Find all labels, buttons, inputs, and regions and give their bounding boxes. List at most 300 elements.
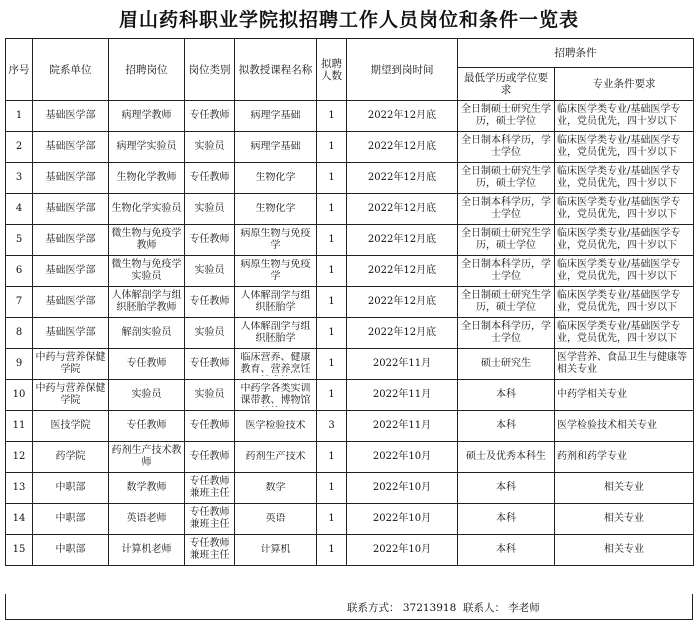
cell-count [317,256,347,287]
cell-dept [33,194,109,225]
table-row [6,442,694,473]
cell-course-text: 计算机 [260,544,291,555]
cell-count [317,349,347,380]
cell-dept [33,504,109,535]
cell-major [555,132,694,163]
cell-course-text: 病理学基础 [250,110,301,121]
contact-info: 联系方式： 37213918 联系人： 李老师 [347,602,540,614]
cell-date [347,194,458,225]
cell-major [555,256,694,287]
cell-category-text: 专任教师 [189,172,230,183]
cell-date [347,349,458,380]
cell-date [347,256,458,287]
cell-seq [6,442,33,473]
cell-seq [6,380,33,411]
table-row [6,318,694,349]
cell-date [347,163,458,194]
cell-count-text: 1 [328,141,335,152]
cell-major [555,287,694,318]
cell-category [185,380,235,411]
cell-count-text: 1 [328,358,335,369]
table-row [6,194,694,225]
cell-major [555,318,694,349]
cell-post-text: 生物化学教师 [116,172,177,183]
cell-course [235,132,317,163]
cell-post [109,101,185,132]
cell-dept-text: 中药与营养保健学院 [35,383,106,406]
cell-dept-text: 基础医学部 [45,327,96,338]
cell-category-text: 专任教师 [189,420,230,431]
cell-count [317,473,347,504]
cell-course-text: 生物化学 [255,203,296,214]
cell-date-text: 2022年12月底 [367,296,437,307]
table-row [6,473,694,504]
cell-post-text: 专任教师 [126,420,167,431]
cell-major [555,535,694,566]
cell-count-text: 1 [328,110,335,121]
cell-post [109,225,185,256]
cell-category-text: 专任教师 [189,451,230,462]
cell-major-text: 临床医学类专业/基础医学专业，党员优先，四十岁以下 [557,259,681,282]
cell-post [109,132,185,163]
cell-post [109,380,185,411]
cell-education-text: 全日制本科学历，学士学位 [461,197,551,220]
header-course: 拟教授课程名称 [235,39,317,101]
cell-course-text: 数学 [265,482,286,493]
cell-category-text: 专任教师 [189,234,230,245]
cell-category [185,442,235,473]
cell-course-text: 中药学各类实训课带教、博物馆 [240,383,311,406]
cell-category-text: 专任教师 [189,358,230,369]
cell-major-text: 临床医学类专业/基础医学专业，党员优先，四十岁以下 [557,166,681,189]
cell-post-text: 解剖实验员 [121,327,172,338]
cell-count-text: 1 [328,451,335,462]
cell-dept [33,163,109,194]
cell-education [458,535,555,566]
cell-education-text: 全日制本科学历，学士学位 [461,135,551,158]
cell-date-text: 2022年10月 [372,513,432,524]
cell-post [109,349,185,380]
cell-education-text: 全日制硕士研究生学历，硕士学位 [461,104,551,127]
header-row-1 [6,39,694,68]
cell-date-text: 2022年10月 [372,482,432,493]
table-row [6,132,694,163]
cell-education [458,442,555,473]
cell-dept-text: 医技学院 [50,420,91,431]
header-date: 期望到岗时间 [347,39,458,101]
table-row [6,411,694,442]
cell-seq-text: 6 [15,265,23,276]
cell-major-text: 临床医学类专业/基础医学专业，党员优先，四十岁以下 [557,228,681,251]
page-title: 眉山药科职业学院拟招聘工作人员岗位和条件一览表 [118,9,579,31]
header-category: 岗位类别 [185,39,235,101]
cell-dept [33,380,109,411]
cell-education-text: 本科 [496,420,516,431]
cell-course [235,163,317,194]
cell-education [458,349,555,380]
cell-major-text: 药剂和药学专业 [557,451,627,462]
cell-seq [6,473,33,504]
cell-category [185,473,235,504]
cell-post-text: 药剂生产技术教师 [111,445,182,468]
cell-count-text: 1 [328,513,335,524]
cell-category [185,349,235,380]
cell-education-text: 本科 [496,389,516,400]
cell-course [235,287,317,318]
cell-count [317,535,347,566]
cell-course-text: 人体解剖学与组织胚胎学 [240,321,311,344]
cell-course [235,194,317,225]
cell-post-text: 生物化学实验员 [111,203,182,214]
cell-seq-text: 7 [15,296,23,307]
cell-category-text: 实验员 [194,389,225,400]
cell-post [109,411,185,442]
cell-category-text: 专任教师兼班主任 [189,507,230,530]
cell-post-text: 微生物与免疫学实验员 [111,259,182,282]
cell-education [458,287,555,318]
cell-date [347,473,458,504]
cell-seq-text: 14 [12,513,26,524]
cell-date-text: 2022年12月底 [367,203,437,214]
cell-course [235,101,317,132]
cell-major-text: 临床医学类专业/基础医学专业，党员优先，四十岁以下 [557,321,681,344]
header-education: 最低学历或学位要求 [458,68,555,101]
cell-major [555,163,694,194]
cell-count [317,163,347,194]
cell-education-text: 硕士及优秀本科生 [466,451,546,462]
cell-date [347,287,458,318]
cell-date-text: 2022年11月 [372,420,432,431]
cell-post-text: 计算机老师 [121,544,172,555]
table-body [6,101,694,566]
table-row [6,225,694,256]
cell-seq [6,163,33,194]
cell-dept-text: 基础医学部 [45,265,96,276]
cell-seq [6,318,33,349]
table-row [6,163,694,194]
cell-category [185,318,235,349]
cell-major-text: 中药学相关专业 [557,389,627,400]
cell-dept [33,132,109,163]
cell-dept-text: 中职部 [55,513,86,524]
cell-post [109,318,185,349]
cell-count [317,380,347,411]
cell-education-text: 硕士研究生 [481,358,531,369]
table-row [6,256,694,287]
header-count: 拟聘人数 [317,39,347,101]
cell-education [458,194,555,225]
cell-category-text: 专任教师兼班主任 [189,538,230,561]
cell-count-text: 1 [328,389,335,400]
cell-count-text: 1 [328,265,335,276]
cell-dept [33,318,109,349]
cell-category-text: 专任教师兼班主任 [189,476,230,499]
cell-course-text: 临床营养、健康教育、营养烹饪 [240,352,311,375]
cell-dept-text: 基础医学部 [45,172,96,183]
cell-date-text: 2022年10月 [372,451,432,462]
cell-seq [6,132,33,163]
cell-post [109,256,185,287]
cell-education-text: 全日制硕士研究生学历，硕士学位 [461,290,551,313]
cell-education-text: 全日制本科学历，学士学位 [461,321,551,344]
cell-seq-text: 2 [15,141,23,152]
cell-post-text: 病理学教师 [121,110,172,121]
cell-dept-text: 基础医学部 [45,141,96,152]
cell-category [185,225,235,256]
cell-dept [33,535,109,566]
cell-count [317,225,347,256]
header-conditions: 招聘条件 [458,39,694,68]
cell-major-text: 临床医学类专业/基础医学专业，党员优先，四十岁以下 [557,135,681,158]
cell-category-text: 实验员 [194,141,225,152]
cell-date-text: 2022年12月底 [367,265,437,276]
cell-major-text: 相关专业 [604,513,644,524]
cell-education [458,256,555,287]
cell-major [555,442,694,473]
cell-count [317,132,347,163]
cell-post-text: 微生物与免疫学教师 [111,228,182,251]
cell-post-text: 人体解剖学与组织胚胎学教师 [111,290,182,313]
cell-course [235,504,317,535]
cell-dept-text: 中职部 [55,544,86,555]
header-seq: 序号 [6,39,33,101]
cell-dept [33,256,109,287]
cell-major [555,194,694,225]
cell-course-text: 病原生物与免疫学 [240,228,311,251]
cell-education [458,163,555,194]
cell-date-text: 2022年12月底 [367,110,437,121]
cell-count-text: 1 [328,544,335,555]
cell-seq-text: 13 [12,482,26,493]
cell-seq [6,101,33,132]
cell-date-text: 2022年12月底 [367,234,437,245]
cell-category [185,535,235,566]
cell-dept-text: 中职部 [55,482,86,493]
cell-count-text: 1 [328,203,335,214]
cell-post-text: 数学教师 [126,482,167,493]
cell-date [347,535,458,566]
cell-date-text: 2022年11月 [372,389,432,400]
cell-major-text: 临床医学类专业/基础医学专业，党员优先，四十岁以下 [557,104,681,127]
cell-course [235,256,317,287]
cell-dept-text: 药学院 [55,451,86,462]
cell-seq [6,256,33,287]
cell-dept [33,442,109,473]
cell-education [458,380,555,411]
cell-date-text: 2022年10月 [372,544,432,555]
cell-category-text: 专任教师 [189,110,230,121]
cell-date [347,225,458,256]
cell-category [185,101,235,132]
cell-post-text: 病理学实验员 [116,141,177,152]
cell-category [185,132,235,163]
cell-seq-text: 8 [15,327,23,338]
cell-course-text: 人体解剖学与组织胚胎学 [240,290,311,313]
cell-dept-text: 基础医学部 [45,110,96,121]
cell-date-text: 2022年11月 [372,358,432,369]
cell-course [235,442,317,473]
cell-count [317,101,347,132]
cell-date-text: 2022年12月底 [367,172,437,183]
cell-dept [33,101,109,132]
cell-category-text: 实验员 [194,327,225,338]
cell-course [235,535,317,566]
cell-course [235,349,317,380]
cell-major [555,504,694,535]
cell-count-text: 1 [328,172,335,183]
cell-category [185,504,235,535]
cell-category [185,287,235,318]
cell-category [185,194,235,225]
cell-date [347,504,458,535]
cell-major [555,349,694,380]
cell-post [109,194,185,225]
cell-education-text: 本科 [496,544,516,555]
cell-course [235,225,317,256]
cell-course [235,473,317,504]
cell-date [347,101,458,132]
cell-count [317,504,347,535]
cell-seq-text: 9 [15,358,23,369]
header-major: 专业条件要求 [555,68,694,101]
cell-seq-text: 5 [15,234,23,245]
footer [5,594,693,620]
cell-date [347,411,458,442]
cell-education-text: 全日制硕士研究生学历，硕士学位 [461,166,551,189]
cell-post [109,535,185,566]
cell-date-text: 2022年12月底 [367,327,437,338]
cell-education [458,318,555,349]
cell-major [555,380,694,411]
cell-category [185,256,235,287]
cell-dept [33,411,109,442]
table-row [6,504,694,535]
table-row [6,287,694,318]
cell-count-text: 1 [328,296,335,307]
cell-education-text: 全日制硕士研究生学历，硕士学位 [461,228,551,251]
cell-category [185,411,235,442]
cell-education [458,225,555,256]
cell-dept-text: 基础医学部 [45,296,96,307]
table-row [6,380,694,411]
table-row [6,101,694,132]
cell-major-text: 医学检验技术相关专业 [557,420,657,431]
cell-seq-text: 15 [12,544,26,555]
cell-course [235,411,317,442]
cell-post [109,163,185,194]
cell-major-text: 临床医学类专业/基础医学专业，党员优先，四十岁以下 [557,197,681,220]
cell-education-text: 本科 [496,482,516,493]
cell-post [109,473,185,504]
cell-major-text: 相关专业 [604,544,644,555]
cell-count-text: 1 [328,482,335,493]
cell-dept-text: 基础医学部 [45,203,96,214]
cell-dept [33,473,109,504]
cell-major [555,473,694,504]
cell-category-text: 专任教师 [189,296,230,307]
cell-post-text: 专任教师 [126,358,167,369]
cell-category [185,163,235,194]
cell-seq-text: 11 [12,420,26,431]
cell-seq-text: 10 [12,389,26,400]
cell-seq-text: 12 [12,451,26,462]
cell-seq-text: 4 [15,203,23,214]
cell-date [347,442,458,473]
cell-post [109,504,185,535]
cell-dept [33,349,109,380]
cell-education-text: 本科 [496,513,516,524]
cell-date [347,318,458,349]
cell-date [347,132,458,163]
cell-education [458,132,555,163]
cell-education-text: 全日制本科学历，学士学位 [461,259,551,282]
cell-major-text: 医学营养、食品卫生与健康等相关专业 [557,352,687,375]
cell-date [347,380,458,411]
cell-dept-text: 基础医学部 [45,234,96,245]
cell-education [458,411,555,442]
cell-dept [33,287,109,318]
cell-course-text: 生物化学 [255,172,296,183]
table-row [6,349,694,380]
table-row [6,535,694,566]
cell-seq [6,225,33,256]
cell-date-text: 2022年12月底 [367,141,437,152]
cell-major [555,411,694,442]
cell-dept-text: 中药与营养保健学院 [35,352,106,375]
cell-post-text: 实验员 [131,389,162,400]
cell-count-text: 3 [328,420,335,431]
cell-course-text: 英语 [265,513,286,524]
cell-count [317,194,347,225]
cell-dept [33,225,109,256]
cell-seq-text: 3 [15,172,23,183]
cell-seq [6,411,33,442]
cell-major-text: 相关专业 [604,482,644,493]
cell-seq [6,535,33,566]
cell-course-text: 医学检验技术 [245,420,306,431]
cell-major [555,225,694,256]
cell-count [317,287,347,318]
cell-course-text: 病理学基础 [250,141,301,152]
cell-count [317,411,347,442]
recruitment-sheet [5,0,693,614]
cell-education [458,473,555,504]
cell-post [109,442,185,473]
cell-count [317,442,347,473]
cell-seq-text: 1 [15,110,23,121]
cell-seq [6,349,33,380]
cell-seq [6,287,33,318]
cell-count-text: 1 [328,234,335,245]
cell-category-text: 实验员 [194,265,225,276]
cell-education [458,504,555,535]
cell-course [235,318,317,349]
cell-seq [6,194,33,225]
header-post: 招聘岗位 [109,39,185,101]
cell-post-text: 英语老师 [126,513,167,524]
cell-course [235,380,317,411]
cell-course-text: 病原生物与免疫学 [240,259,311,282]
cell-count-text: 1 [328,327,335,338]
cell-education [458,101,555,132]
cell-major-text: 临床医学类专业/基础医学专业，党员优先，四十岁以下 [557,290,681,313]
cell-post [109,287,185,318]
cell-course-text: 药剂生产技术 [245,451,306,462]
header-dept: 院系单位 [33,39,109,101]
cell-category-text: 实验员 [194,203,225,214]
cell-count [317,318,347,349]
cell-major [555,101,694,132]
